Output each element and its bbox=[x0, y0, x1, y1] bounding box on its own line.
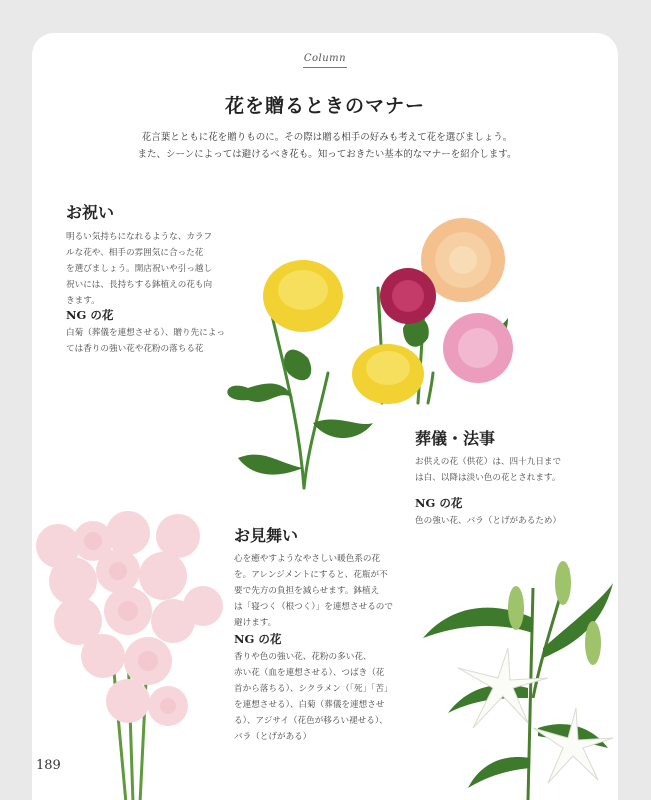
sympathy-body bbox=[234, 551, 424, 631]
sympathy-line: を。アレンジメントにすると、花瓶が不 bbox=[234, 570, 388, 580]
funeral-ng-line: 色の強い花、バラ（とげがあるため） bbox=[415, 516, 562, 526]
page-number: 189 bbox=[36, 758, 61, 773]
column-label-text: Column bbox=[303, 53, 347, 64]
page-title: 花を贈るときのマナー bbox=[224, 95, 425, 117]
pink-dahlia bbox=[443, 313, 513, 383]
celebration-ng-line: 白菊（葬儀を連想させる）、贈り先によっ bbox=[66, 328, 225, 338]
funeral-ng-body bbox=[415, 513, 615, 529]
celebration-ng-heading: NG の花 bbox=[66, 308, 114, 322]
celebration-line: ルな花や、相手の雰囲気に合った花 bbox=[66, 248, 204, 258]
lily-illustration bbox=[418, 528, 618, 800]
magenta-dahlia bbox=[380, 268, 436, 324]
funeral-line: お供えの花（供花）は、四十九日まで bbox=[415, 457, 562, 467]
column-label bbox=[32, 53, 618, 68]
sympathy-ng-line: 赤い花（血を連想させる）、つばき（花 bbox=[234, 668, 385, 678]
sympathy-ng-line: る）、アジサイ（花色が移ろい褪せる）、 bbox=[234, 716, 388, 726]
intro-line-2: また、シーンによっては避けるべき花も。知っておきたい基本的なマナーを紹介します。 bbox=[137, 149, 517, 160]
celebration-line: きます。 bbox=[66, 296, 100, 306]
sweet-pea-illustration bbox=[32, 511, 233, 800]
celebration-line: 祝いには、長持ちする鉢植えの花も向 bbox=[66, 280, 213, 290]
sympathy-ng-line: 香りや色の強い花、花粉の多い花、 bbox=[234, 652, 372, 662]
book-page bbox=[32, 33, 618, 800]
intro-line-1: 花言葉とともに花を贈りものに。その際は贈る相手の好みも考えて花を選びましょう。 bbox=[141, 132, 513, 143]
celebration-line: を選びましょう。開店祝いや引っ越し bbox=[66, 264, 213, 274]
celebration-heading: お祝い bbox=[66, 203, 115, 222]
yellow-ranunculus-bottom bbox=[352, 344, 424, 404]
sympathy-line: 要で先方の負担を減らせます。鉢植え bbox=[234, 586, 380, 596]
funeral-ng-heading: NG の花 bbox=[415, 496, 463, 510]
funeral-heading: 葬儀・法事 bbox=[415, 429, 496, 448]
sympathy-heading: お見舞い bbox=[234, 526, 299, 545]
celebration-ng-line: ては香りの強い花や花粉の落ちる花 bbox=[66, 344, 204, 354]
sympathy-ng-heading: NG の花 bbox=[234, 632, 282, 646]
sympathy-line: 避けます。 bbox=[234, 618, 277, 628]
celebration-line: 明るい気持ちになれるような、カラフ bbox=[66, 232, 213, 242]
sympathy-ng-line: を連想させる）、白菊（葬儀を連想させ bbox=[234, 700, 385, 710]
column-underline bbox=[303, 67, 347, 68]
sympathy-line: 心を癒やすようなやさしい暖色系の花 bbox=[234, 554, 381, 564]
sympathy-ng-line: 首から落ちる）、シクラメン（「死」「苦」 bbox=[234, 684, 393, 694]
funeral-line: は白、以降は淡い色の花とされます。 bbox=[415, 473, 561, 483]
yellow-ranunculus-top bbox=[263, 260, 343, 332]
sympathy-ng-body bbox=[234, 649, 424, 745]
ranunculus-dahlia-illustration bbox=[208, 178, 528, 498]
sympathy-ng-line: バラ（とげがある） bbox=[234, 732, 312, 742]
sympathy-line: は「寝つく（根つく）」を連想させるので bbox=[234, 602, 393, 612]
intro-text bbox=[92, 129, 562, 163]
